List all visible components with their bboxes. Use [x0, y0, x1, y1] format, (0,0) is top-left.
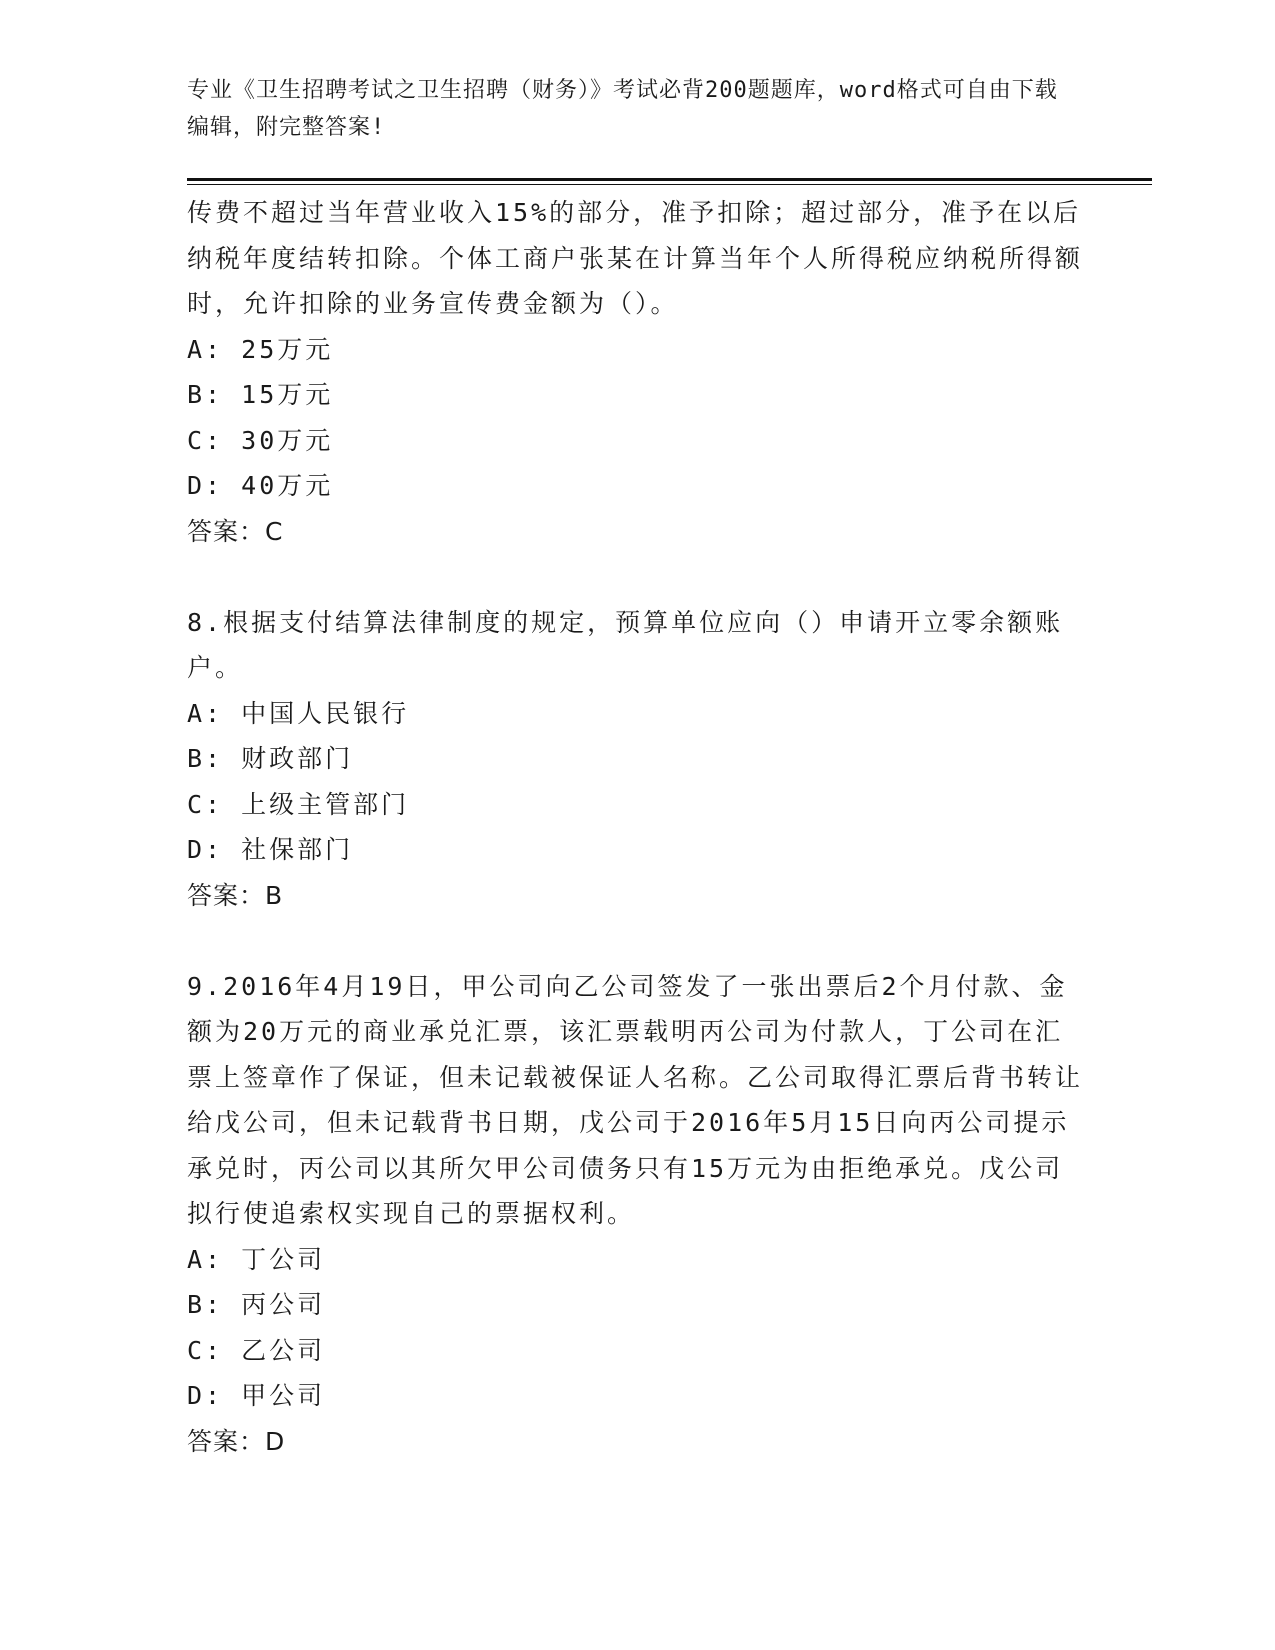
- question-7: [187, 190, 1087, 554]
- option-c: C: 30万元: [187, 425, 334, 455]
- option-a: A: 25万元: [187, 334, 334, 364]
- answer: 答案：D: [187, 1426, 286, 1456]
- question-8: [187, 600, 1087, 919]
- spacer: [187, 554, 1087, 600]
- header-rule-thick: [187, 178, 1152, 181]
- question-list: [187, 190, 1087, 1464]
- header-rule-thin: [187, 184, 1152, 185]
- spacer: [187, 918, 1087, 964]
- option-c: C: 上级主管部门: [187, 789, 410, 819]
- option-d: D: 40万元: [187, 471, 334, 500]
- question-9: [187, 964, 1087, 1465]
- option-d: D: 甲公司: [187, 1381, 326, 1410]
- option-a: A: 丁公司: [187, 1244, 326, 1274]
- option-d: D: 社保部门: [187, 835, 354, 864]
- option-b: B: 15万元: [187, 380, 334, 409]
- question-text: 8.根据支付结算法律制度的规定，预算单位应向（）申请开立零余额账户。: [187, 607, 1064, 682]
- document-header: 专业《卫生招聘考试之卫生招聘（财务）》考试必背200题题库，word格式可自由下载编辑，附完整答案!: [187, 78, 1058, 140]
- option-c: C: 乙公司: [187, 1335, 326, 1365]
- answer: 答案：B: [187, 880, 284, 910]
- option-b: B: 丙公司: [187, 1290, 326, 1319]
- question-text: 9.2016年4月19日，甲公司向乙公司签发了一张出票后2个月付款、金额为20万元的商业承兑汇票，该汇票载明丙公司为付款人，丁公司在汇票上签章作了保证，但未记载被保证人名称。乙公司取得汇票后背书转让给戊公司，但未记载背书日期，戊公司于2016年5月15日向丙公司提示承兑时，丙公司以其所欠甲公司债务只有15万元为由拒绝承兑。戊公司拟行使追索权实现自己的票据权利。: [187, 971, 1084, 1228]
- answer: 答案：C: [187, 516, 284, 546]
- option-b: B: 财政部门: [187, 744, 354, 773]
- question-text: 传费不超过当年营业收入15%的部分，准予扣除；超过部分，准予在以后纳税年度结转扣除。个体工商户张某在计算当年个人所得税应纳税所得额时，允许扣除的业务宣传费金额为（）。: [187, 198, 1084, 318]
- option-a: A: 中国人民银行: [187, 698, 410, 728]
